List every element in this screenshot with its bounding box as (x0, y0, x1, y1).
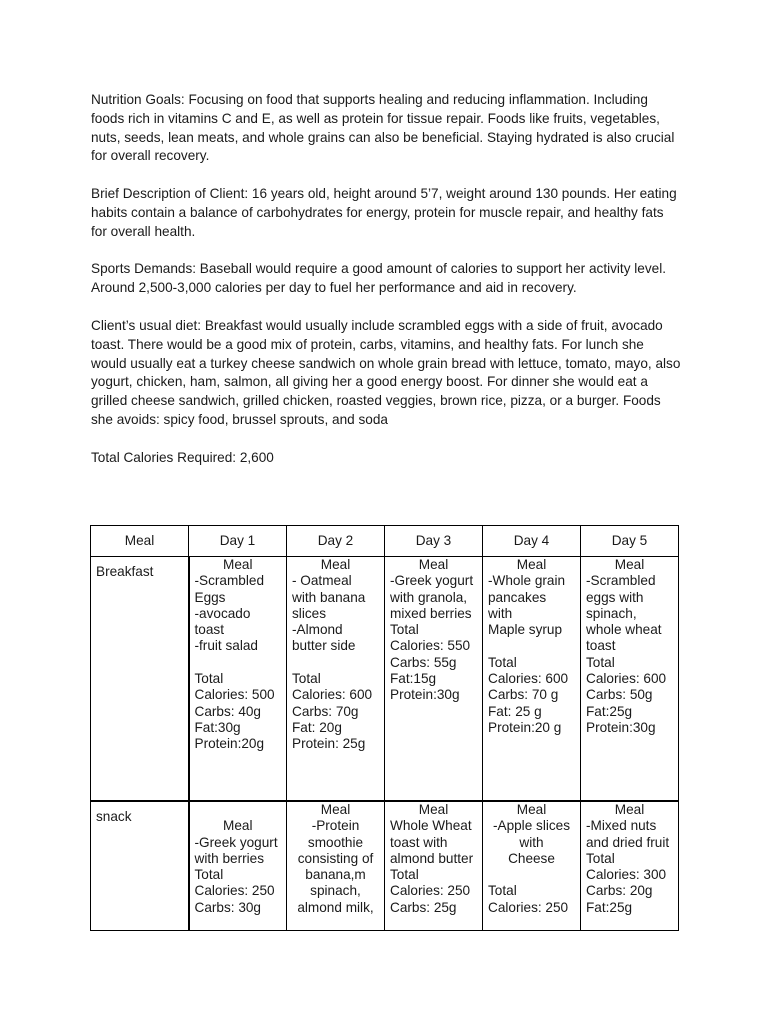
cell-text-line: Fat:15g (390, 671, 437, 687)
cell-text-line: Fat: 20g (292, 719, 342, 735)
snack-day-3-cell (385, 801, 483, 931)
cell-text-line (488, 638, 575, 654)
cell-text-line: Calories: 600 (586, 671, 667, 687)
cell-text-line (195, 802, 282, 818)
header-day-2: Day 2 (287, 526, 385, 557)
cell-text-line: Calories: 500 (194, 687, 275, 703)
cell-text-line: Meal (223, 818, 253, 834)
cell-text-line: Total (390, 622, 419, 638)
cell-text-line: Cheese (508, 850, 555, 866)
header-day-3: Day 3 (385, 526, 483, 557)
cell-text-line: Maple syrup (488, 622, 563, 638)
cell-text-line: Carbs: 50g (586, 687, 653, 703)
cell-text-line: -Scrambled (586, 573, 656, 589)
cell-text-line: Carbs: 25g (390, 899, 457, 915)
cell-text-line: Carbs: 55g (390, 654, 457, 670)
header-meal: Meal (91, 526, 189, 557)
cell-text-line: with granola, (390, 589, 468, 605)
cell-text-line: -Scrambled (194, 573, 265, 589)
cell-text-line: Carbs: 70g (292, 703, 359, 719)
breakfast-day-3-cell (385, 557, 483, 802)
header-day-1: Day 1 (189, 526, 287, 557)
cell-text-line (488, 867, 575, 883)
snack-day-5-cell (581, 801, 679, 931)
total-calories-line: Total Calories Required: 2,600 (91, 450, 274, 465)
snack-day-2-cell (287, 801, 385, 931)
cell-text-line: Total (390, 867, 419, 883)
cell-text-line: spinach, (586, 605, 637, 621)
cell-text-line: toast with (390, 834, 448, 850)
cell-text-line: Calories: 600 (292, 687, 373, 703)
cell-text-line: -Protein (311, 818, 360, 834)
cell-text-line: mixed berries (390, 605, 472, 621)
usual-diet-paragraph: Client’s usual diet: Breakfast would usually include scrambled eggs with a side of fruit, avocado toast. There would be a good mix of protein, carbs, vitamins, and healthy fats. For lunch she would usually eat a turkey cheese sandwich on whole grain bread with lettuce, tomato, mayo, also yogurt, chicken, ham, salmon, all giving her a good energy boost. For dinner she would eat a grilled cheese sandwich, grilled chicken, roasted veggies, brown rice, pizza, or a burger. Foods she avoids: spicy food, brussel sprouts, and soda (91, 318, 681, 427)
cell-text-line: Carbs: 70 g (488, 687, 559, 703)
cell-text-line: Calories: 300 (586, 867, 667, 883)
cell-text-line: Protein:30g (390, 687, 460, 703)
cell-text-line: with banana (292, 589, 366, 605)
cell-text-line: almond milk, (297, 899, 374, 915)
cell-text-line: Protein:20g (194, 736, 265, 752)
cell-text-line: Calories: 550 (390, 638, 471, 654)
breakfast-day-5-cell (581, 557, 679, 802)
client-description-paragraph: Brief Description of Client: 16 years old, height around 5’7, weight around 130 pounds. Her eating habits contain a balance of carbohydrates for energy, protein for muscle repair, and healthy fats for overall health. (91, 186, 677, 239)
cell-text-line: smoothie (307, 834, 364, 850)
header-day-4: Day 4 (483, 526, 581, 557)
cell-text-line: butter side (292, 638, 356, 654)
table-header-row (91, 526, 679, 557)
cell-text-line: Calories: 250 (488, 899, 569, 915)
cell-text-line: -avocado (194, 605, 251, 621)
cell-text-line: Eggs (194, 589, 226, 605)
cell-text-line: Carbs: 40g (194, 703, 261, 719)
cell-text-line: Total (194, 671, 224, 687)
header-day-5: Day 5 (581, 526, 679, 557)
cell-text-line: Meal (223, 557, 253, 572)
meal-plan-table (90, 525, 679, 931)
cell-text-line: -fruit salad (194, 638, 258, 654)
cell-text-line: toast (194, 622, 224, 638)
cell-text-line: Meal (320, 802, 351, 817)
cell-text-line: Fat:25g (586, 899, 633, 915)
cell-text-line: with (519, 834, 544, 850)
row-label-breakfast: Breakfast (91, 557, 189, 802)
cell-text-line: Total (194, 867, 224, 883)
cell-text-line (195, 655, 282, 671)
cell-text-line: Calories: 250 (194, 883, 275, 899)
cell-text-line: -Mixed nuts (586, 818, 657, 834)
cell-text-line: Meal (516, 557, 547, 572)
cell-text-line: Meal (614, 557, 645, 572)
cell-text-line: Fat: 25 g (488, 703, 542, 719)
cell-text-line: spinach, (310, 883, 361, 899)
cell-text-line: and dried fruit (586, 834, 670, 850)
sports-demands-paragraph: Sports Demands: Baseball would require a good amount of calories to support her activity level. Around 2,500-3,000 calories per day to fuel her performance and aid in recovery. (91, 261, 667, 295)
cell-text-line: Total (292, 671, 321, 687)
cell-text-line: Meal (418, 557, 449, 572)
cell-text-line: consisting of (297, 850, 374, 866)
cell-text-line: -Whole grain (488, 573, 566, 589)
cell-text-line: Calories: 600 (488, 671, 569, 687)
cell-text-line: pancakes (488, 589, 547, 605)
table-row-breakfast (91, 557, 679, 802)
cell-text-line: eggs with (586, 589, 644, 605)
cell-text-line: Protein:20 g (488, 719, 562, 735)
cell-text-line: -Greek yogurt (390, 573, 474, 589)
cell-text-line (292, 655, 379, 671)
cell-text-line: Meal (516, 802, 547, 817)
cell-text-line: toast (586, 638, 616, 654)
cell-text-line: slices (292, 605, 326, 621)
cell-text-line: Carbs: 30g (194, 899, 261, 915)
cell-text-line: Meal (320, 557, 351, 572)
cell-text-line: Total (586, 850, 615, 866)
cell-text-line: Fat:25g (586, 703, 633, 719)
cell-text-line: banana,m (305, 867, 366, 883)
cell-text-line: -Almond (292, 622, 343, 638)
snack-day-4-cell (483, 801, 581, 931)
cell-text-line: -Greek yogurt (194, 834, 278, 850)
nutrition-goals-paragraph: Nutrition Goals: Focusing on food that supports healing and reducing inflammation. Including foods rich in vitamins C and E, as well as protein for tissue repair. Foods like fruits, vegetables, nuts, seeds, lean meats, and whole grains can also be beneficial. Staying hydrated is also crucial for overall recovery. (91, 92, 675, 164)
cell-text-line: Carbs: 20g (586, 883, 653, 899)
cell-text-line: whole wheat (586, 622, 662, 638)
breakfast-day-1-cell (189, 557, 287, 802)
cell-text-line: Whole Wheat (390, 818, 472, 834)
cell-text-line: -Apple slices (492, 818, 571, 834)
cell-text-line: Calories: 250 (390, 883, 471, 899)
snack-day-1-cell (189, 801, 287, 931)
row-label-snack: snack (91, 801, 189, 931)
cell-text-line: with (488, 605, 513, 621)
cell-text-line: almond butter (390, 850, 474, 866)
cell-text-line: - Oatmeal (292, 573, 352, 589)
cell-text-line: Protein:30g (586, 719, 656, 735)
cell-text-line: Total (488, 883, 517, 899)
cell-text-line: Meal (614, 802, 645, 817)
cell-text-line: with berries (194, 850, 265, 866)
table-row-snack (91, 801, 679, 931)
cell-text-line: Total (488, 654, 517, 670)
cell-text-line: Protein: 25g (292, 736, 366, 752)
breakfast-day-4-cell (483, 557, 581, 802)
cell-text-line: Total (586, 654, 615, 670)
cell-text-line: Fat:30g (194, 719, 241, 735)
cell-text-line: Meal (418, 802, 449, 817)
breakfast-day-2-cell (287, 557, 385, 802)
